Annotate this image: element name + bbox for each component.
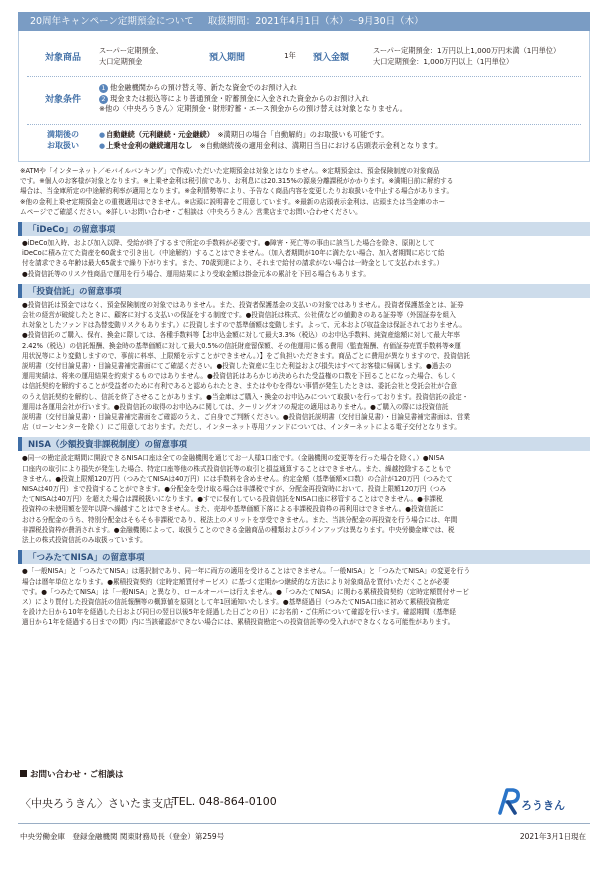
product-label: 対象商品 bbox=[44, 53, 81, 63]
text-line: 法上の株式投資信託のみ取扱っています。 bbox=[22, 536, 147, 545]
maturity-option: 上乗せ金利の継続適用なし bbox=[106, 140, 193, 150]
rokin-logo-mark-icon bbox=[496, 787, 520, 815]
text-line: 会社の経営が破綻したときに、顧客に対する支払いの保証をする制度です。●投資信託は株式、公社債などの値動きのある証券等（外国証券を組入 bbox=[22, 311, 456, 320]
campaign-header bbox=[18, 12, 590, 31]
tsumitate-section-header bbox=[18, 550, 590, 564]
text-line: 運用は各運用会社が行います。●投資信託の取得のお申込みに関しては、クーリングオフの規定の適用はありません。●ご購入の際には投資信託 bbox=[22, 402, 449, 411]
square-bullet-icon bbox=[20, 770, 27, 777]
text-line: ●同一の勘定設定期間に開設できるNISA口座は全ての金融機関を通じてお一人様1口座です。（金融機関の変更等を行った場合を除く。）●NISA bbox=[22, 454, 445, 463]
text-line: は信託契約を解約することが受益者のために有利であると認められたとき、またはやむを得ない事情が発生したときは、委託会社と受託会社が合意 bbox=[22, 382, 457, 391]
campaign-title: 20周年キャンペーン定期預金について bbox=[30, 16, 194, 27]
note-line: です。※個人のお客様が対象となります。※上乗せ金利は税引前であり、お利息には20.315%の源泉分離課税がかかります。※満期日前に解約する bbox=[20, 177, 454, 186]
contact-heading bbox=[20, 768, 124, 780]
ideco-section-body bbox=[18, 236, 590, 279]
condition-text: 他金融機関からの預け替え等、新たな資金でのお預け入れ bbox=[110, 83, 297, 92]
maturity-value bbox=[99, 130, 442, 151]
bullet-icon: ● bbox=[99, 131, 106, 139]
text-line: NISAは40万円）まで投資することができます。●分配金を受け取る場合は非課税ですが、分配金再投資時において、投資上限額120万円（つみ bbox=[22, 485, 447, 494]
note-line: ※他の金利上乗せ定期預金との重複適用はできません。※店頭に説明書をご用意しています。※最新の店頭表示金利は、店頭または当金庫のホー bbox=[20, 197, 446, 206]
as-of-date: 2021年3月1日現在 bbox=[519, 832, 586, 841]
maturity-label-line: 満期後の bbox=[47, 130, 79, 139]
logo-text: ろうきん bbox=[521, 799, 565, 812]
text-line: 投資枠の未使用額を翌年以降へ繰越すことはできません。また、売却や基準価額下落による非課税投資枠の再利用はできません。●投資信託に bbox=[22, 505, 444, 514]
number-badge-icon: 1 bbox=[99, 84, 108, 93]
section-title: NISA（少額投資非課税制度）の留意事項 bbox=[28, 440, 187, 451]
text-line: 過日から1年を経過する日までの間）内に当該確認ができない場合には、累積投資勘定への投資信託等の受入れができなくなる可能性があります。 bbox=[22, 618, 455, 627]
text-line: を設けた日から10年を経過した日および同日の翌日以後5年を経過した日ごとの日）にお名前・ご住所について確認を行います。確認期間（基準経 bbox=[22, 608, 456, 617]
term-value: 1年 bbox=[284, 51, 296, 61]
nisa-section-header bbox=[18, 437, 590, 451]
condition-note: ※他の〈中央ろうきん〉定期預金・財形貯蓄・エース預金からの預け替えは対象となりません。 bbox=[99, 104, 407, 113]
text-line: 場合は暦年単位となります。●累積投資契約（定時定額買付サービス）に基づく定期かつ継続的な方法により対象商品を買付いただくことが必要 bbox=[22, 577, 450, 586]
text-line: のうえ信託契約を解約し、信託を終了させることがあります。●当金庫はご購入・換金のお申込みについて取扱いを行っております。投資信託の設定・ bbox=[22, 392, 469, 401]
conditions-label: 対象条件 bbox=[44, 95, 81, 105]
product-value bbox=[99, 46, 209, 67]
term-label: 預入期間 bbox=[209, 53, 246, 63]
maturity-note: ※自動継続後の適用金利は、満期日当日における店頭表示金利となります。 bbox=[199, 140, 443, 150]
section-title: 「つみたてNISA」の留意事項 bbox=[28, 553, 145, 564]
contact-heading-text: お問い合わせ・ご相談は bbox=[30, 770, 124, 780]
toushin-section-body bbox=[18, 298, 590, 433]
text-line: たてNISAは40万円）を超えた場合は課税扱いになります。●すでに保有している投資信託をNISA口座に移管することはできません。●非課税 bbox=[22, 495, 443, 504]
condition-item bbox=[99, 83, 407, 94]
section-title: 「投資信託」の留意事項 bbox=[28, 286, 122, 297]
text-line: ●投資信託のご購入、保有、換金に際しては、各種手数料等【お申込金額に対して最大3.3%（税込）のお申込手数料、純資産総額に対して最大年率 bbox=[22, 331, 460, 340]
number-badge-icon: 2 bbox=[99, 95, 108, 104]
footer-divider bbox=[18, 823, 590, 824]
campaign-row-maturity bbox=[27, 125, 581, 155]
text-line: れ対象としたファンドは為替変動リスクもあります。）に投資しますので基準価額は変動します。よって、元本および収益金は保証されておりません。 bbox=[22, 321, 467, 330]
branch-name: 〈中央ろうきん〉さいたま支店 bbox=[20, 797, 174, 810]
tsumitate-section-body bbox=[18, 564, 590, 627]
maturity-item bbox=[99, 130, 442, 141]
text-line: ●投資信託は預金ではなく、預金保険制度の対象ではありません。また、投資者保護基金の支払いの対象ではありません。投資者保護基金とは、証券 bbox=[22, 300, 464, 309]
note-line: 場合は、当金庫所定の中途解約利率が適用となります。※金利情勢等により、予告なく商品内容を変更したりお取扱いを中止する場合があります。 bbox=[20, 187, 454, 196]
amount-value-line: 大口定期預金：1,000万円以上（1円単位） bbox=[373, 56, 514, 66]
text-line: 口座内の取引により損失が発生した場合、特定口座等他の株式投資信託等の取引と損益通算することはできません。また、繰越控除することもで bbox=[22, 464, 451, 473]
section-title: 「iDeCo」の留意事項 bbox=[28, 225, 116, 236]
text-line: 店（ローンセンターを除く）にご用意しております。ただし、インターネット専用ファンドについては、インターネットによる電子交付となります。 bbox=[22, 423, 461, 432]
text-line: ●iDeCo加入時、および加入以降、受給が終了するまで所定の手数料が必要です。●障害・死亡等の事由に該当した場合を除き、原則として bbox=[22, 239, 435, 248]
text-line: ●「一般NISA」と「つみたてNISA」は選択制であり、同一年に両方の適用を受けることはできません。「一般NISA」と「つみたてNISA」の変更を行う bbox=[22, 567, 471, 576]
maturity-note: ※満期日の場合「自動解約」のお取扱いも可能です。 bbox=[217, 130, 389, 139]
maturity-label-line: お取扱い bbox=[47, 140, 79, 150]
text-line: 2.42%（税込）の信託報酬、換金時の基準価額に対して最大0.5%の信託財産留保額、その他運用に係る費用（監査報酬、有価証券売買手数料等※運 bbox=[22, 341, 461, 350]
campaign-row-conditions bbox=[27, 77, 581, 125]
product-value-line: 大口定期預金 bbox=[99, 56, 143, 66]
maturity-label bbox=[27, 130, 99, 151]
condition-text: 現金または振込等により普通預金・貯蓄預金に入金された資金からのお預け入れ bbox=[110, 93, 369, 103]
condition-item bbox=[99, 94, 407, 105]
amount-label: 預入金額 bbox=[313, 53, 350, 63]
text-line: 非課税投資枠が費消されます。●金融機関によって、取扱うことのできる金融商品の種類およびラインアップは異なります。中央労働金庫では、税 bbox=[22, 525, 455, 534]
note-line: ※ATMや「インターネット／モバイルバンキング」で作成いただいた定期預金は対象とはなりません。※定期預金は、預金保険制度の対象商品 bbox=[20, 167, 440, 175]
text-line: 運用実績は、将来の運用結果を約束するものではありません。●投資信託はあらかじめ決められた受益権の口数を下回ることになった場合、もしく bbox=[22, 372, 457, 381]
text-line: きません。●投資上限額120万円（つみたてNISAは40万円）には手数料を含めません。約定金額（基準価額×口数）の合計が120万円（つみたて bbox=[22, 474, 453, 483]
toushin-section-header bbox=[18, 284, 590, 298]
registration-info: 中央労働金庫 登録金融機関 関東財務局長（登金）第259号 bbox=[20, 832, 225, 841]
maturity-option: 自動継続（元利継続・元金継続） bbox=[106, 130, 211, 139]
note-line: ムページでご確認ください。※詳しいお問い合わせ・ご相談は〈中央ろうきん〉営業店までお問い合わせください。 bbox=[20, 207, 362, 216]
text-line: 付を請求できる年齢は最大65歳まで繰り下がります。また、70歳到達により、それまで給付の請求がない場合は一時金として支払われます。） bbox=[22, 259, 444, 268]
text-line: です。●「つみたてNISA」は「一般NISA」と異なり、ロールオーバーは行えません。●「つみたてNISA」に関わる累積投資契約（定時定額買付サービ bbox=[22, 587, 470, 596]
text-line: おける分配金のうち、特別分配金はそもそも非課税であり、税法上のメリットを享受できません。また、当該分配金の再投資を行う場合には、年間 bbox=[22, 515, 458, 524]
text-line: ●投資信託等のリスク性商品で運用を行う場合、運用結果により受取金額は掛金元本の累計を下回る場合もあります。 bbox=[22, 269, 370, 278]
campaign-period: 取扱期間：2021年4月1日（木）〜9月30日（木） bbox=[207, 16, 424, 27]
bullet-icon: ● bbox=[99, 141, 106, 150]
phone-number[interactable]: TEL. 048-864-0100 bbox=[172, 795, 277, 808]
text-line: 説明書（交付目論見書）・目論見書補完書面をご確認のうえ、ご自身でご判断ください。●投資信託説明書（交付目論見書）・目論見書補完書面は、営業 bbox=[22, 413, 470, 422]
campaign-notes bbox=[18, 166, 590, 217]
text-line: iDeCoに積み立てた資産を60歳まで引き出し（中途解約）することはできません。（加入者期間が10年に満たない場合、加入者期間に応じて給 bbox=[22, 249, 445, 258]
conditions-value bbox=[99, 83, 407, 115]
nisa-section-body bbox=[18, 451, 590, 545]
maturity-item bbox=[99, 141, 442, 152]
campaign-row-product bbox=[27, 37, 581, 77]
product-value-line: スーパー定期預金、 bbox=[99, 46, 163, 55]
text-line: ス）により買付した投資信託の信託報酬等の概算値を原則として年1回通知いたします。●基準経過日（つみたてNISA口座に初めて累積投資勘定 bbox=[22, 597, 450, 606]
amount-value bbox=[373, 46, 560, 67]
amount-value-line: スーパー定期預金：1万円以上1,000万円未満（1円単位） bbox=[373, 46, 561, 55]
rokin-logo bbox=[496, 787, 565, 815]
ideco-section-header bbox=[18, 222, 590, 236]
text-line: 用状況等により変動しますので、事前に料率、上限額を示すことができません。）】をご負担いただきます。商品ごとに費用が異なりますので、投資信託 bbox=[22, 351, 470, 360]
text-line: 説明書（交付目論見書）・目論見書補完書面にてご確認ください。●投資した資産に生じた利益および損失はすべてお客様に帰属します。●過去の bbox=[22, 362, 452, 371]
campaign-table bbox=[18, 31, 590, 162]
